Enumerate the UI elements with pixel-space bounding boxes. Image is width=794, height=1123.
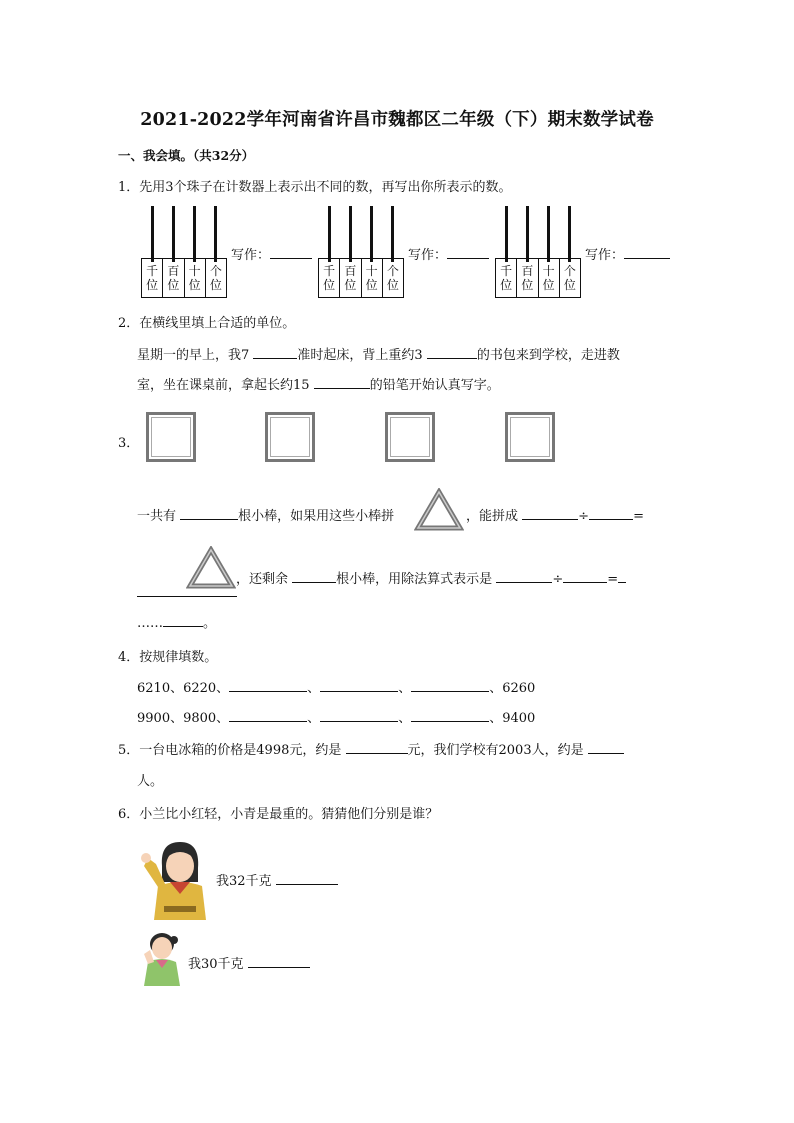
answer-blank[interactable] — [314, 377, 370, 389]
answer-blank[interactable] — [427, 347, 477, 359]
answer-blank[interactable] — [229, 710, 307, 722]
abacus-3: 千 位 百 位 十 位 个 位 — [495, 206, 581, 296]
q2-text: 2．在横线里填上合适的单位。 — [118, 316, 296, 331]
q1-write-3: 写作： — [585, 244, 670, 263]
stick-square-2 — [265, 412, 315, 462]
answer-blank[interactable] — [292, 571, 336, 583]
answer-blank[interactable] — [411, 710, 489, 722]
section-heading: 一、我会填。（共32分） — [118, 148, 255, 163]
stick-square-3 — [385, 412, 435, 462]
q3-line2: ，还剩余 根小棒，用除法算式表示是 ÷ = — [236, 568, 626, 587]
answer-blank[interactable] — [248, 956, 310, 968]
answer-blank[interactable] — [180, 508, 238, 520]
answer-blank[interactable] — [618, 571, 626, 583]
answer-blank[interactable] — [346, 742, 408, 754]
answer-blank[interactable] — [563, 571, 607, 583]
abacus-2: 千 位 百 位 十 位 个 位 — [318, 206, 404, 296]
stick-square-1 — [146, 412, 196, 462]
q5-line1: 5．一台电冰箱的价格是4998元，约是 元，我们学校有2003人，约是 — [118, 739, 624, 758]
q4-row1: 6210、6220、 、 、 、6260 — [137, 681, 536, 696]
answer-blank[interactable] — [588, 742, 624, 754]
abacus-1: 千 位 百 位 十 位 个 位 — [141, 206, 227, 296]
q3-number: 3． — [118, 436, 140, 451]
q4-row2: 9900、9800、 、 、 、9400 — [137, 711, 536, 726]
girl-illustration-2 — [140, 928, 186, 990]
answer-blank[interactable] — [496, 571, 552, 583]
q1-text: 1．先用3个珠子在计数器上表示出不同的数，再写出你所表示的数。 — [118, 180, 512, 195]
answer-blank[interactable] — [320, 710, 398, 722]
q1-write-1: 写作： — [231, 244, 312, 263]
stick-triangle-icon — [186, 546, 236, 590]
answer-blank[interactable] — [522, 508, 578, 520]
answer-blank[interactable] — [447, 247, 489, 259]
q1-write-2: 写作： — [408, 244, 489, 263]
q3-line3: …… 。 — [137, 616, 217, 631]
q5-line2: 人。 — [137, 774, 164, 789]
answer-blank-continued[interactable] — [137, 596, 237, 597]
q3-line1-a: 一共有 根小棒，如果用这些小棒拼 — [137, 509, 395, 524]
answer-blank[interactable] — [229, 680, 307, 692]
stick-square-4 — [505, 412, 555, 462]
kid1-label: 我32千克 — [216, 870, 338, 889]
answer-blank[interactable] — [276, 873, 338, 885]
page-title: 2021-2022学年河南省许昌市魏都区二年级（下）期末数学试卷 — [140, 110, 654, 130]
q4-text: 4．按规律填数。 — [118, 650, 218, 665]
answer-blank[interactable] — [411, 680, 489, 692]
answer-blank[interactable] — [589, 508, 633, 520]
answer-blank[interactable] — [320, 680, 398, 692]
q2-line2: 室，坐在课桌前，拿起长约15 的铅笔开始认真写字。 — [137, 378, 500, 393]
answer-blank[interactable] — [270, 247, 312, 259]
q6-text: 6．小兰比小红轻，小青是最重的。猜猜他们分别是谁？ — [118, 807, 439, 822]
q2-line1: 星期一的早上，我7 准时起床，背上重约3 的书包来到学校，走进教 — [137, 348, 620, 363]
stick-triangle-icon — [414, 488, 464, 532]
kid2-label: 我30千克 — [188, 953, 310, 972]
girl-illustration-1 — [140, 836, 216, 924]
answer-blank[interactable] — [163, 615, 203, 627]
answer-blank[interactable] — [253, 347, 297, 359]
q3-line1-b: ，能拼成 ÷ = — [466, 509, 644, 524]
answer-blank[interactable] — [624, 247, 670, 259]
